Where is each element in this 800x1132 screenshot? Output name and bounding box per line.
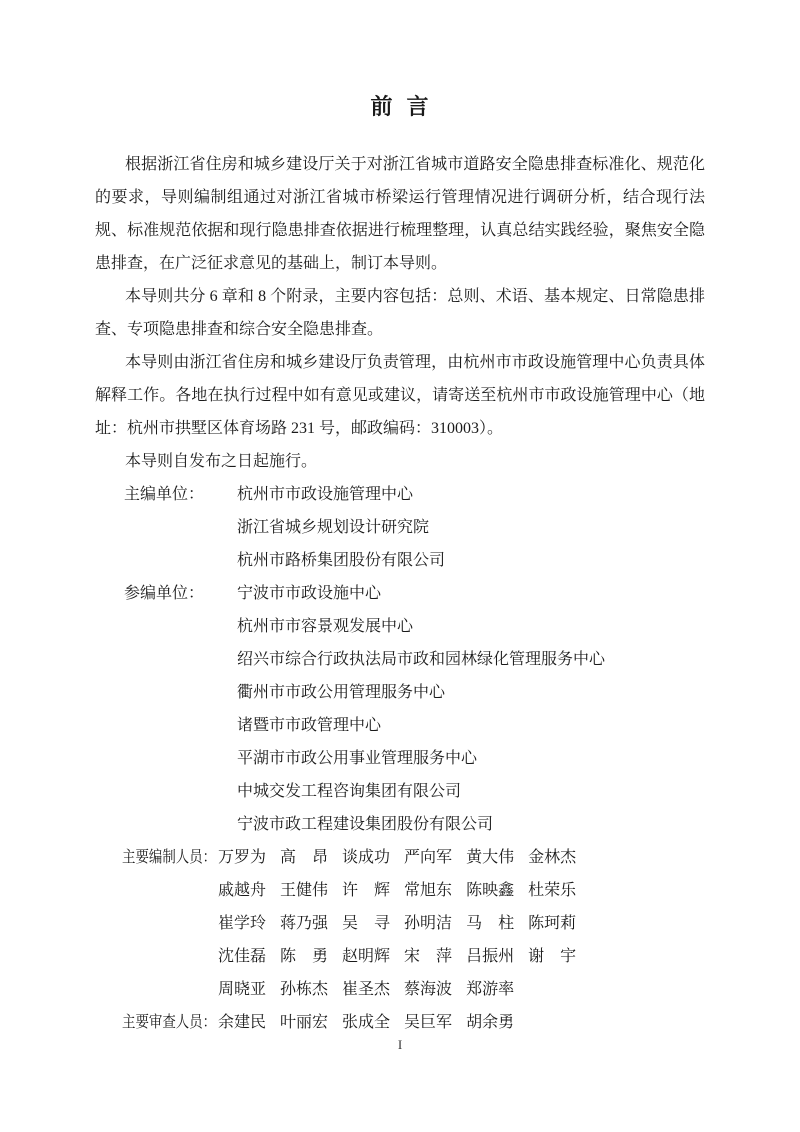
unit-name: 平湖市市政公用事业管理服务中心: [237, 750, 478, 767]
unit-name: 中城交发工程咨询集团有限公司: [237, 783, 462, 800]
person-name: 沈佳磊: [218, 948, 267, 965]
personnel-row: [95, 907, 705, 940]
personnel-row: [95, 973, 705, 1006]
person-name: 宋 萍: [404, 948, 453, 965]
personnel-section: [95, 841, 705, 1039]
person-name: 张成全: [342, 1014, 391, 1031]
unit-line: [95, 643, 705, 676]
unit-name: 浙江省城乡规划设计研究院: [237, 519, 430, 536]
person-name: 周晓亚: [218, 981, 267, 998]
unit-name: 绍兴市综合行政执法局市政和园林绿化管理服务中心: [237, 651, 606, 668]
unit-name: 衢州市市政公用管理服务中心: [237, 684, 446, 701]
person-name: 陈珂莉: [528, 915, 577, 932]
person-name: 叶丽宏: [280, 1014, 329, 1031]
unit-name: 宁波市市政设施中心: [237, 585, 382, 602]
person-name: 赵明辉: [342, 948, 391, 965]
person-name: 孙栋杰: [280, 981, 329, 998]
person-name: 严向军: [404, 849, 453, 866]
preface-paragraph: 本导则由浙江省住房和城乡建设厅负责管理，由杭州市市政设施管理中心负责具体解释工作。各地在执行过程中如有意见或建议，请寄送至杭州市市政设施管理中心（地址：杭州市拱墅区体育场路 231 号，邮政编码：310003）。: [95, 354, 705, 437]
person-name: 陈映鑫: [466, 882, 515, 899]
unit-name: 杭州市市容景观发展中心: [237, 618, 414, 635]
unit-line: [95, 544, 705, 577]
personnel-row: [95, 841, 705, 874]
unit-line: [95, 511, 705, 544]
personnel-group-label: 主要审查人员：: [122, 1014, 217, 1031]
person-name: 余建民: [218, 1014, 267, 1031]
person-name: 谢 宇: [528, 948, 577, 965]
person-name: 孙明洁: [404, 915, 453, 932]
person-name: 王健伟: [280, 882, 329, 899]
preface-paragraph: 根据浙江省住房和城乡建设厅关于对浙江省城市道路安全隐患排查标准化、规范化的要求，导则编制组通过对浙江省城市桥梁运行管理情况进行调研分析，结合现行法规、标准规范依据和现行隐患排查依据进行梳理整理，认真总结实践经验，聚焦安全隐患排查，在广泛征求意见的基础上，制订本导则。: [95, 156, 705, 272]
person-name: 陈 勇: [280, 948, 329, 965]
unit-name: 诸暨市市政管理中心: [237, 717, 382, 734]
person-name: 常旭东: [404, 882, 453, 899]
person-name: 高 昂: [280, 849, 329, 866]
unit-group-label: 参编单位：: [124, 585, 205, 602]
preface-paragraphs: [95, 148, 705, 478]
person-name: 许 辉: [342, 882, 391, 899]
unit-line: [95, 775, 705, 808]
personnel-row: [95, 874, 705, 907]
personnel-group-label: 主要编制人员：: [122, 849, 217, 866]
personnel-row: [95, 940, 705, 973]
unit-line: [95, 709, 705, 742]
personnel-row: [95, 1006, 705, 1039]
unit-line: [95, 676, 705, 709]
person-name: 吕振州: [466, 948, 515, 965]
unit-line: [95, 577, 705, 610]
person-name: 崔学玲: [218, 915, 267, 932]
person-name: 吴巨军: [404, 1014, 453, 1031]
person-name: 郑游率: [466, 981, 515, 998]
preface-paragraph: 本导则自发布之日起施行。: [125, 453, 318, 470]
person-name: 胡余勇: [466, 1014, 515, 1031]
unit-group-label: 主编单位：: [124, 486, 205, 503]
person-name: 吴 寻: [342, 915, 391, 932]
page-content: [95, 95, 705, 1039]
person-name: 黄大伟: [466, 849, 515, 866]
person-name: 马 柱: [466, 915, 515, 932]
person-name: 金林杰: [528, 849, 577, 866]
preface-paragraph: 本导则共分 6 章和 8 个附录，主要内容包括：总则、术语、基本规定、日常隐患排查、专项隐患排查和综合安全隐患排查。: [95, 288, 705, 338]
person-name: 戚越舟: [218, 882, 267, 899]
unit-name: 杭州市路桥集团股份有限公司: [237, 552, 446, 569]
person-name: 万罗为: [218, 849, 267, 866]
person-name: 蔡海波: [404, 981, 453, 998]
person-name: 崔圣杰: [342, 981, 391, 998]
unit-line: [95, 808, 705, 841]
unit-line: [95, 742, 705, 775]
editing-units-section: [95, 478, 705, 841]
person-name: 杜荣乐: [528, 882, 577, 899]
unit-line: [95, 478, 705, 511]
unit-line: [95, 610, 705, 643]
person-name: 谈成功: [342, 849, 391, 866]
unit-name: 杭州市市政设施管理中心: [237, 486, 414, 503]
page-number: I: [397, 1037, 403, 1052]
page-title: 前 言: [370, 94, 430, 119]
unit-name: 宁波市政工程建设集团股份有限公司: [237, 816, 494, 833]
person-name: 蒋乃强: [280, 915, 329, 932]
